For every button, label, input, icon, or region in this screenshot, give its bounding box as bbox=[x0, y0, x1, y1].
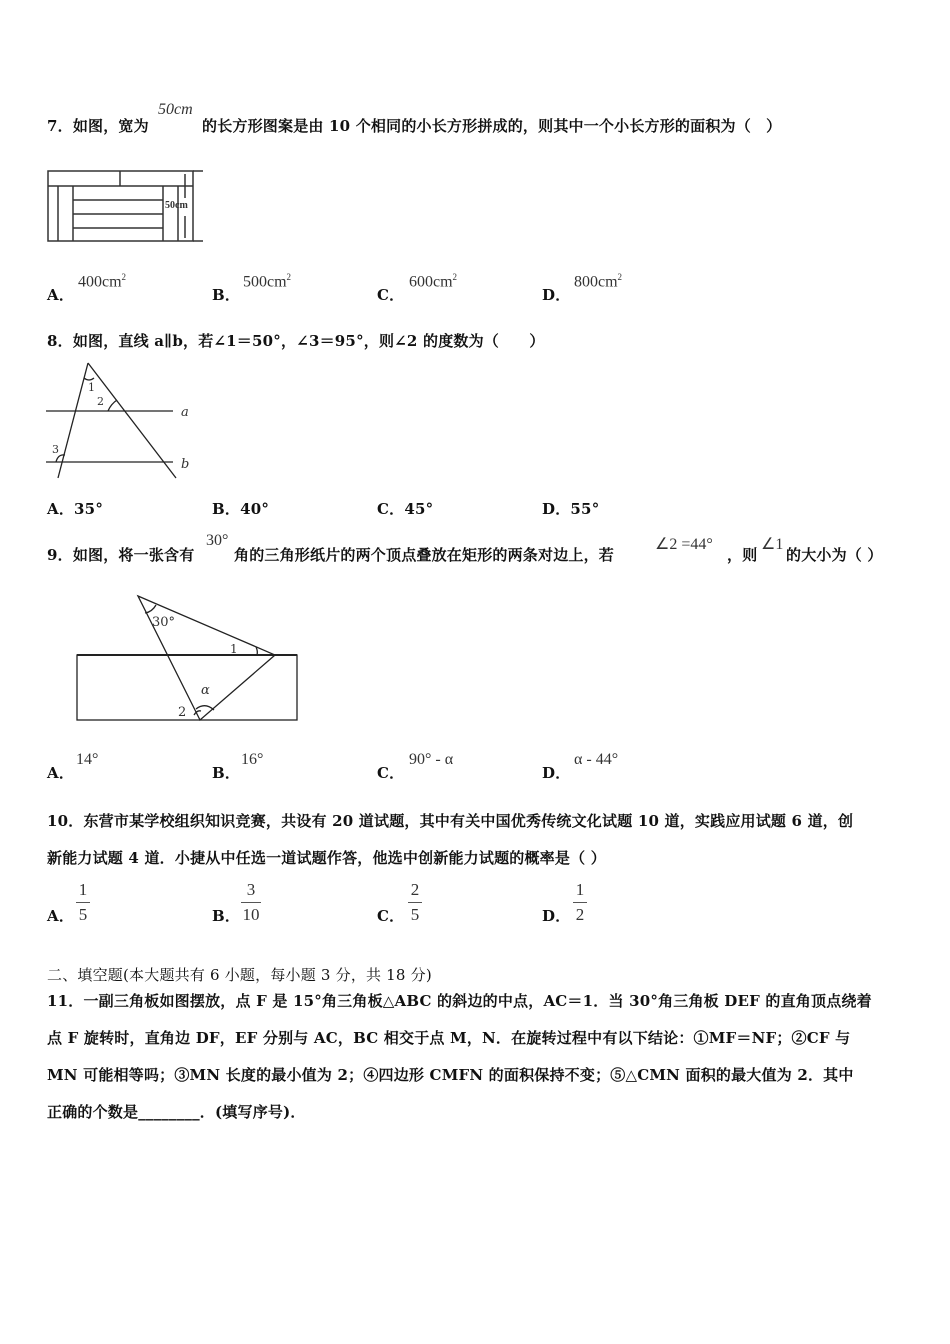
option-value: 55° bbox=[570, 500, 600, 518]
option-value: α - 44° bbox=[574, 751, 619, 768]
q9-math-3: ∠1 bbox=[761, 536, 784, 553]
option-letter: A． bbox=[47, 286, 75, 304]
option-value: 16° bbox=[241, 751, 264, 768]
q7-text-before: 7．如图，宽为 bbox=[47, 117, 149, 135]
q8-option-b[interactable] bbox=[212, 498, 269, 519]
numerator: 1 bbox=[575, 880, 585, 899]
q11-line-3: MN 可能相等吗；③MN 长度的最小值为 2；④四边形 CMFN 的面积保持不变；⑤△CMN 面积的最大值为 2．其中 bbox=[47, 1066, 854, 1084]
option-letter: C． bbox=[377, 764, 405, 782]
option-sup: 2 bbox=[452, 272, 458, 282]
option-letter: B． bbox=[212, 286, 241, 304]
q10-line-1: 10．东营市某学校组织知识竞赛，共设有 20 道试题，其中有关中国优秀传统文化试题 10 道，实践应用试题 6 道，创 bbox=[47, 812, 854, 830]
option-letter: D． bbox=[542, 764, 571, 782]
q9-math-2: ∠2 =44° bbox=[655, 536, 713, 553]
option-sup: 2 bbox=[121, 272, 127, 282]
q8-label-2: 2 bbox=[97, 395, 104, 408]
q9-text-3: ，则 bbox=[727, 546, 758, 564]
option-letter: B． bbox=[212, 907, 241, 925]
option-value: 800cm bbox=[574, 273, 618, 291]
option-value: 600cm bbox=[409, 273, 453, 291]
option-letter: D． bbox=[542, 286, 571, 304]
option-value: 400cm bbox=[78, 273, 122, 291]
option-letter: C． bbox=[377, 500, 405, 518]
option-letter: C． bbox=[377, 907, 405, 925]
q9-label-2: 2 bbox=[178, 705, 187, 720]
q8-option-c[interactable] bbox=[377, 498, 433, 519]
q8-parallel-lines-figure bbox=[43, 358, 203, 483]
numerator: 3 bbox=[246, 880, 256, 899]
q8-label-3: 3 bbox=[52, 443, 59, 456]
option-sup: 2 bbox=[286, 272, 292, 282]
q8-option-a[interactable] bbox=[47, 498, 103, 519]
option-value: 35° bbox=[74, 500, 104, 518]
option-letter: A． bbox=[47, 907, 75, 925]
numerator: 2 bbox=[410, 880, 420, 899]
denominator: 5 bbox=[78, 905, 88, 924]
option-letter: D． bbox=[542, 500, 571, 518]
fraction-bar bbox=[573, 902, 587, 903]
q8-label-1: 1 bbox=[88, 381, 95, 394]
fraction-bar bbox=[76, 902, 90, 903]
option-letter: A． bbox=[47, 764, 75, 782]
q9-text-4: 的大小为（ ） bbox=[786, 546, 883, 564]
q7-inline-math: 50cm bbox=[158, 101, 193, 118]
denominator: 10 bbox=[242, 905, 260, 924]
q7-figure-label: 50cm bbox=[165, 200, 188, 211]
q8-option-d[interactable] bbox=[542, 498, 599, 519]
q8-label-b: b bbox=[181, 457, 190, 472]
option-value: 500cm bbox=[243, 273, 287, 291]
q9-math-1: 30° bbox=[206, 532, 229, 549]
q10-line-2: 新能力试题 4 道．小捷从中任选一道试题作答，他选中创新能力试题的概率是（ ） bbox=[47, 849, 606, 867]
q8-label-a: a bbox=[181, 405, 189, 420]
q11-line-4: 正确的个数是________．(填写序号)． bbox=[47, 1103, 306, 1121]
q9-text-2: 角的三角形纸片的两个顶点叠放在矩形的两条对边上，若 bbox=[234, 546, 615, 564]
option-letter: A． bbox=[47, 500, 75, 518]
q9-label-30: 30° bbox=[152, 615, 176, 630]
option-sup: 2 bbox=[617, 272, 623, 282]
q9-triangle-rectangle-figure bbox=[70, 588, 310, 728]
numerator: 1 bbox=[78, 880, 88, 899]
q8-text: 8．如图，直线 a∥b，若∠1＝50°，∠3＝95°，则∠2 的度数为（ ） bbox=[47, 332, 545, 350]
option-value: 45° bbox=[404, 500, 434, 518]
q11-line-2: 点 F 旋转时，直角边 DF，EF 分别与 AC，BC 相交于点 M，N．在旋转过程中有以下结论：①MF＝NF；②CF 与 bbox=[47, 1029, 851, 1047]
q9-label-alpha: α bbox=[201, 683, 210, 698]
option-letter: D． bbox=[542, 907, 571, 925]
fraction-bar bbox=[408, 902, 422, 903]
q9-label-1: 1 bbox=[230, 642, 238, 656]
q7-text-after: 的长方形图案是由 10 个相同的小长方形拼成的，则其中一个小长方形的面积为（ ） bbox=[202, 117, 782, 135]
option-value: 14° bbox=[76, 751, 99, 768]
option-letter: B． bbox=[212, 764, 241, 782]
section-2-heading: 二、填空题(本大题共有 6 小题，每小题 3 分，共 18 分) bbox=[47, 966, 432, 984]
option-value: 40° bbox=[240, 500, 270, 518]
option-value: 90° - α bbox=[409, 751, 454, 768]
denominator: 2 bbox=[575, 905, 585, 924]
fraction-bar bbox=[241, 902, 261, 903]
option-letter: B． bbox=[212, 500, 241, 518]
denominator: 5 bbox=[410, 905, 420, 924]
q9-text-1: 9．如图，将一张含有 bbox=[47, 546, 195, 564]
option-letter: C． bbox=[377, 286, 405, 304]
q11-line-1: 11．一副三角板如图摆放，点 F 是 15°角三角板△ABC 的斜边的中点，AC＝1．当 30°角三角板 DEF 的直角顶点绕着 bbox=[47, 992, 872, 1010]
